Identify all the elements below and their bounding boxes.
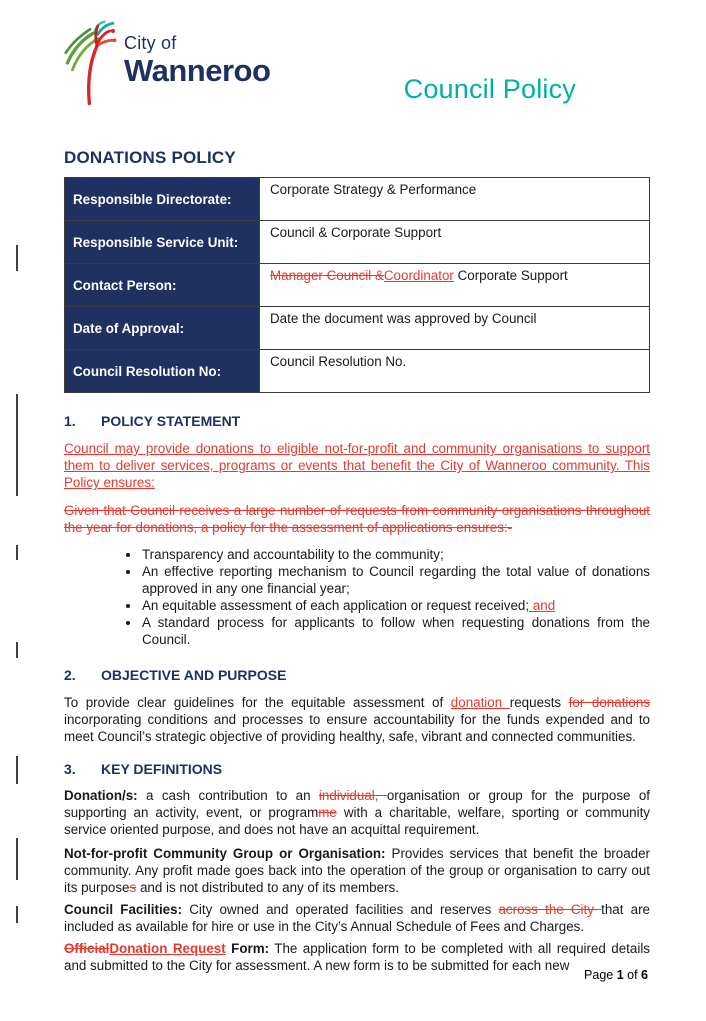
paragraph-inserted: Council may provide donations to eligible not-for-profit and community organisations to support them to deliver services, programs or events that benefit the City of Wanneroo community. This Policy ensures: [64, 441, 650, 490]
section-heading-policy-statement [64, 413, 650, 429]
change-bar [16, 394, 18, 496]
table-row [65, 350, 650, 393]
section-heading-key-definitions [64, 761, 650, 777]
change-bar [16, 838, 18, 880]
row-value: Manager Council &Coordinator Corporate Support [260, 264, 650, 307]
row-value: Council & Corporate Support [260, 221, 650, 264]
change-bar [16, 642, 18, 658]
document-type-label: Council Policy [403, 74, 576, 104]
list-item: • Transparency and accountability to the community; [141, 546, 650, 563]
paragraph-deleted: Given that Council receives a large number of requests from community organisations throughout the year for donations, a policy for the assessment of applications ensures:- [64, 503, 650, 535]
table-row [65, 178, 650, 221]
kangaroo-paw-icon [64, 18, 118, 108]
section-heading-objective [64, 667, 650, 683]
table-row [65, 307, 650, 350]
page-number: Page 1 of 6 [584, 968, 648, 982]
change-bar [16, 756, 18, 784]
change-bar [16, 245, 18, 271]
paragraph-definition-not-for-profit: Not-for-profit Community Group or Organisation: Provides services that benefit the broader community. Any profit made goes back into the operation of the group or organisation to carry out its purposes and is not distributed to any of its members. [64, 846, 650, 895]
paragraph-definition-donation-request-form: OfficialDonation Request Form: The application form to be completed with all required details and submitted to the City for assessment. A new form is to be submitted for each new [64, 941, 650, 973]
row-label: Contact Person: [65, 264, 260, 307]
page-title: DONATIONS POLICY [64, 148, 236, 167]
change-bar [16, 545, 18, 560]
list-item: • An effective reporting mechanism to Council regarding the total value of donations approved in any one financial year; [141, 563, 650, 597]
logo-city-of: City of [124, 33, 177, 53]
section-number: 1. [64, 413, 76, 429]
section-title: POLICY STATEMENT [101, 413, 241, 429]
table-row [65, 221, 650, 264]
row-value: Date the document was approved by Council [260, 307, 650, 350]
logo-wordmark [124, 34, 270, 86]
change-bar [16, 906, 18, 923]
list-item: • An equitable assessment of each application or request received; and [141, 597, 650, 614]
section-number: 3. [64, 761, 76, 777]
row-label: Council Resolution No: [65, 350, 260, 393]
row-label: Responsible Service Unit: [65, 221, 260, 264]
paragraph-objective: To provide clear guidelines for the equitable assessment of donation requests for donations incorporating conditions and processes to ensure accountability for the funds expended and to meet Council’s strategic objective of providing healthy, safe, vibrant and connected communities. [64, 695, 650, 744]
list-item: • A standard process for applicants to follow when requesting donations from the Council. [141, 614, 650, 648]
row-label: Responsible Directorate: [65, 178, 260, 221]
table-row [65, 264, 650, 307]
logo-wanneroo: Wanneroo [124, 53, 271, 88]
policy-bullet-list [64, 546, 650, 648]
paragraph-definition-council-facilities: Council Facilities: City owned and operated facilities and reserves across the City that are included as available for hire or use in the City’s Annual Schedule of Fees and Charges. [64, 902, 650, 934]
row-label: Date of Approval: [65, 307, 260, 350]
section-title: OBJECTIVE AND PURPOSE [101, 667, 287, 683]
paragraph-definition-donations: Donation/s: a cash contribution to an individual, organisation or group for the purpose of supporting an activity, event, or programme with a charitable, welfare, sporting or community service oriented purpose, and does not have an acquittal requirement. [64, 788, 651, 837]
section-number: 2. [64, 667, 76, 683]
page-header [64, 16, 650, 114]
policy-info-table [64, 177, 650, 393]
row-value: Corporate Strategy & Performance [260, 178, 650, 221]
row-value: Council Resolution No. [260, 350, 650, 393]
section-title: KEY DEFINITIONS [101, 761, 223, 777]
